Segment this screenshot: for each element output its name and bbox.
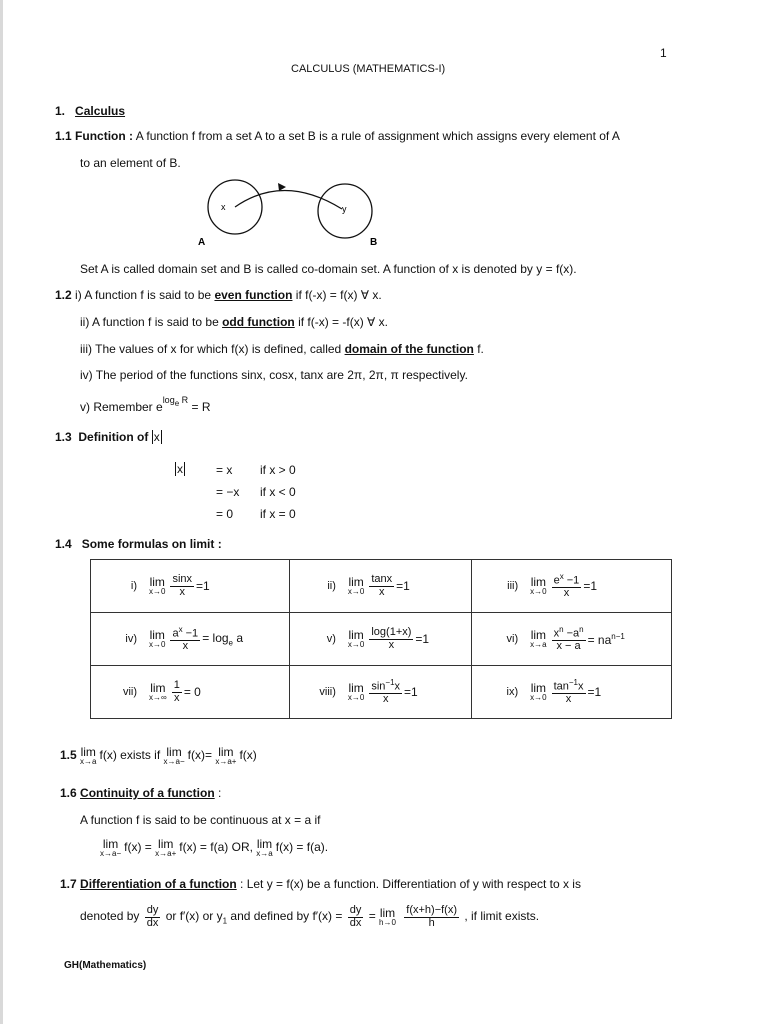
lim-sub: x→0 bbox=[530, 587, 547, 596]
text: : Let y = f(x) be a function. Differentiation of y with respect to x is bbox=[236, 877, 581, 891]
section-title: Definition of bbox=[78, 430, 149, 444]
item-number: i) bbox=[130, 580, 137, 592]
numerator-tail: x bbox=[394, 680, 401, 693]
term-even-function: even function bbox=[214, 288, 293, 302]
paragraph-continued: to an element of B. bbox=[80, 156, 181, 170]
lim: lim bbox=[149, 628, 165, 642]
item-number: viii) bbox=[319, 686, 336, 698]
result: =1 bbox=[404, 685, 418, 699]
formula-cell-vi bbox=[472, 613, 672, 666]
exponent: −1 bbox=[568, 677, 578, 687]
section-1-7-heading bbox=[60, 877, 581, 891]
section-1-2-item-iv: iv) The period of the functions sinx, cosx, tanx are 2π, 2π, π respectively. bbox=[80, 368, 468, 382]
lim: lim bbox=[530, 681, 547, 695]
formula-cell-vii bbox=[91, 666, 290, 719]
log-base: e bbox=[174, 398, 180, 408]
result: =1 bbox=[583, 579, 597, 593]
lim: lim bbox=[166, 745, 182, 759]
limit-formulas-table bbox=[90, 559, 672, 719]
numerator-base: tan bbox=[553, 680, 569, 693]
numerator-base: a bbox=[172, 627, 179, 640]
section-title: Differentiation of a function bbox=[80, 877, 237, 891]
document-title: CALCULUS (MATHEMATICS-I) bbox=[291, 63, 446, 75]
section-1-5 bbox=[60, 746, 257, 766]
lim-sub: x→a− bbox=[163, 757, 185, 766]
section-1-2-item-v bbox=[80, 395, 211, 414]
lim-sub: x→a bbox=[256, 849, 273, 858]
numerator-base: sin bbox=[371, 680, 386, 693]
equals: = bbox=[141, 840, 156, 855]
text: if f(-x) = -f(x) ∀ x. bbox=[294, 315, 388, 329]
function-mapping-diagram bbox=[180, 175, 420, 255]
lim-sub: h→0 bbox=[379, 918, 396, 928]
exponent: −1 bbox=[385, 677, 395, 687]
text: or f′(x) or y bbox=[165, 909, 223, 924]
set-b-label: B bbox=[370, 237, 378, 248]
numerator-tail: −1 bbox=[182, 627, 199, 640]
denominator: x bbox=[382, 692, 389, 705]
abs-def-row-2-cond: if x < 0 bbox=[260, 485, 296, 499]
numerator-base: e bbox=[553, 574, 560, 587]
section-title: Continuity of a function bbox=[80, 786, 215, 800]
lim: lim bbox=[348, 575, 364, 589]
page-edge bbox=[0, 0, 3, 1024]
lim-sub: x→0 bbox=[149, 640, 166, 649]
section-number: 1.6 bbox=[60, 786, 77, 800]
exponent: x bbox=[559, 571, 564, 581]
lim-sub: x→0 bbox=[347, 587, 365, 596]
page-number: 1 bbox=[660, 46, 667, 60]
numerator: f(x+h)−f(x) bbox=[406, 904, 458, 916]
text: exists if bbox=[116, 748, 164, 763]
subscript: 1 bbox=[222, 916, 228, 926]
numerator-tail: −1 bbox=[563, 574, 580, 587]
section-number: 1.3 bbox=[55, 430, 72, 444]
section-number: 1.5 bbox=[60, 748, 77, 763]
abs-def-row-1 bbox=[175, 462, 185, 476]
denominator: x bbox=[563, 586, 570, 599]
text: if f(-x) = f(x) ∀ x. bbox=[292, 288, 382, 302]
text: denoted by bbox=[80, 909, 143, 924]
term-function: Function : bbox=[75, 129, 134, 143]
exponent-log: log bbox=[162, 395, 175, 405]
numerator: 1 bbox=[173, 678, 180, 691]
denominator: x bbox=[565, 692, 572, 705]
equals: = bbox=[368, 909, 380, 924]
lim-sub: x→a bbox=[80, 757, 97, 766]
term-domain-of-function: domain of the function bbox=[344, 342, 474, 356]
abs-def-row-1-cond: if x > 0 bbox=[260, 463, 296, 477]
lim-sub: x→0 bbox=[347, 640, 365, 649]
lim: lim bbox=[80, 745, 96, 759]
result: = log bbox=[202, 630, 229, 645]
text: = R bbox=[188, 400, 211, 414]
section-1-4-heading bbox=[55, 537, 222, 551]
denominator: x bbox=[388, 638, 395, 651]
numerator-tail: x bbox=[578, 680, 584, 693]
lim: lim bbox=[348, 628, 364, 642]
continuity-formula bbox=[100, 838, 328, 858]
continuity-text: A function f is said to be continuous at x = a if bbox=[80, 813, 321, 827]
lim: lim bbox=[158, 837, 174, 851]
lim: lim bbox=[150, 681, 166, 695]
lim-sub: x→0 bbox=[530, 693, 547, 702]
lim: lim bbox=[102, 837, 119, 851]
lim: lim bbox=[218, 745, 234, 759]
denominator: x bbox=[179, 585, 185, 598]
element-x: x bbox=[221, 202, 226, 212]
fx: f(x) bbox=[239, 748, 257, 763]
abs-x-symbol: x bbox=[153, 430, 160, 444]
result: =1 bbox=[587, 685, 602, 699]
item-number: ii) bbox=[327, 580, 336, 592]
section-1-1 bbox=[55, 129, 620, 143]
item-number: vii) bbox=[122, 686, 137, 698]
text: ii) A function f is said to be bbox=[80, 315, 223, 329]
lim-sub: x→a− bbox=[100, 849, 122, 858]
item-number: iii) bbox=[507, 580, 519, 592]
result: = 0 bbox=[183, 685, 201, 699]
denominator: h bbox=[428, 916, 435, 929]
derivative-definition bbox=[80, 905, 539, 929]
text: i) A function f is said to be bbox=[75, 288, 215, 302]
text: = f(a). bbox=[293, 840, 329, 855]
lim-sub: x→0 bbox=[149, 587, 166, 596]
colon: : bbox=[214, 786, 222, 800]
result: =1 bbox=[415, 632, 430, 646]
section-title: Calculus bbox=[75, 104, 126, 118]
section-number: 1.1 bbox=[55, 129, 72, 143]
arrow-head-icon bbox=[278, 183, 286, 191]
section-1-2-item-i bbox=[55, 288, 382, 302]
numerator: sinx bbox=[172, 572, 193, 585]
item-number: ix) bbox=[506, 686, 519, 698]
result: =1 bbox=[196, 579, 210, 593]
text: and defined by f′(x) = bbox=[227, 909, 346, 924]
lim: lim bbox=[348, 681, 364, 695]
item-number: v) bbox=[326, 633, 336, 645]
numerator: dy bbox=[146, 904, 159, 916]
exponent-r: R bbox=[179, 395, 189, 405]
fx: f(x) bbox=[187, 748, 205, 763]
mapping-arrow bbox=[235, 190, 342, 209]
item-number: iv) bbox=[125, 633, 137, 645]
item-number: vi) bbox=[506, 633, 519, 645]
section-1-3-heading bbox=[55, 430, 162, 444]
section-1-2-item-ii bbox=[80, 315, 388, 329]
section-1-6-heading bbox=[60, 786, 221, 800]
denominator: x bbox=[379, 585, 385, 598]
fx: f(x) bbox=[275, 840, 294, 855]
abs-def-row-3-cond: if x = 0 bbox=[260, 507, 296, 521]
text: = f(a) OR, bbox=[196, 840, 257, 855]
lim: lim bbox=[379, 906, 396, 921]
numerator: dy bbox=[349, 904, 362, 916]
paragraph-text: A function f from a set A to a set B is a rule of assignment which assigns every element of A bbox=[135, 129, 620, 143]
lim-sub: x→a+ bbox=[155, 849, 177, 858]
section-number: 1.7 bbox=[60, 877, 77, 891]
abs-def-row-1-eq: = x bbox=[216, 463, 233, 477]
denominator: x − a bbox=[556, 639, 581, 652]
lim-sub: x→∞ bbox=[149, 693, 167, 702]
lim: lim bbox=[256, 837, 273, 851]
table-row bbox=[91, 666, 672, 719]
lim-sub: x→a+ bbox=[215, 757, 237, 766]
fx: f(x) bbox=[124, 840, 142, 855]
abs-x-symbol: x bbox=[177, 462, 183, 476]
text: v) Remember e bbox=[80, 400, 163, 414]
text: iii) The values of x for which f(x) is defined, called bbox=[80, 342, 345, 356]
exponent: n bbox=[579, 624, 584, 634]
fx: f(x) bbox=[179, 840, 197, 855]
numerator-tail: −a bbox=[563, 627, 580, 640]
denominator: dx bbox=[146, 916, 159, 929]
result-exponent: n−1 bbox=[611, 631, 625, 641]
exponent: n bbox=[559, 624, 564, 634]
lim-sub: x→0 bbox=[347, 693, 365, 702]
formula-cell-viii bbox=[289, 666, 471, 719]
denominator: x bbox=[174, 691, 180, 704]
denominator: dx bbox=[349, 916, 362, 929]
table-row bbox=[91, 560, 672, 613]
log-base: e bbox=[228, 638, 233, 648]
term-odd-function: odd function bbox=[222, 315, 295, 329]
element-y: y bbox=[342, 204, 347, 214]
abs-def-row-3-eq: = 0 bbox=[216, 507, 234, 521]
numerator: log(1+x) bbox=[371, 625, 412, 638]
footer: GH(Mathematics) bbox=[64, 960, 147, 971]
section-number: 1.2 bbox=[55, 288, 72, 302]
lim-sub: x→a bbox=[530, 640, 547, 649]
denominator: x bbox=[182, 639, 189, 652]
numerator: tanx bbox=[371, 572, 393, 585]
domain-codomain-text: Set A is called domain set and B is called co-domain set. A function of x is denoted by y = f(x). bbox=[80, 262, 577, 276]
fx: f(x) bbox=[99, 748, 117, 763]
formula-cell-i bbox=[91, 560, 290, 613]
section-1-heading bbox=[55, 104, 125, 118]
formula-cell-ix bbox=[472, 666, 672, 719]
equals: = bbox=[204, 748, 212, 763]
formula-cell-ii bbox=[289, 560, 471, 613]
result: = na bbox=[587, 632, 612, 647]
lim: lim bbox=[530, 628, 547, 642]
section-number: 1.4 bbox=[55, 537, 72, 551]
exponent: x bbox=[178, 624, 183, 634]
set-a-label: A bbox=[198, 237, 206, 248]
result: =1 bbox=[396, 579, 410, 593]
numerator-base: x bbox=[553, 627, 560, 640]
text: , if limit exists. bbox=[461, 909, 540, 924]
formula-cell-v bbox=[289, 613, 471, 666]
section-1-2-item-iii bbox=[80, 342, 484, 356]
lim: lim bbox=[149, 575, 165, 589]
formula-cell-iv bbox=[91, 613, 290, 666]
section-title: Some formulas on limit : bbox=[81, 537, 222, 551]
lim: lim bbox=[530, 575, 547, 589]
result-tail: a bbox=[233, 630, 244, 645]
formula-cell-iii bbox=[472, 560, 672, 613]
abs-def-row-2-eq: = −x bbox=[216, 485, 240, 499]
text: f. bbox=[473, 342, 484, 356]
table-row bbox=[91, 613, 672, 666]
section-number: 1. bbox=[55, 104, 66, 118]
